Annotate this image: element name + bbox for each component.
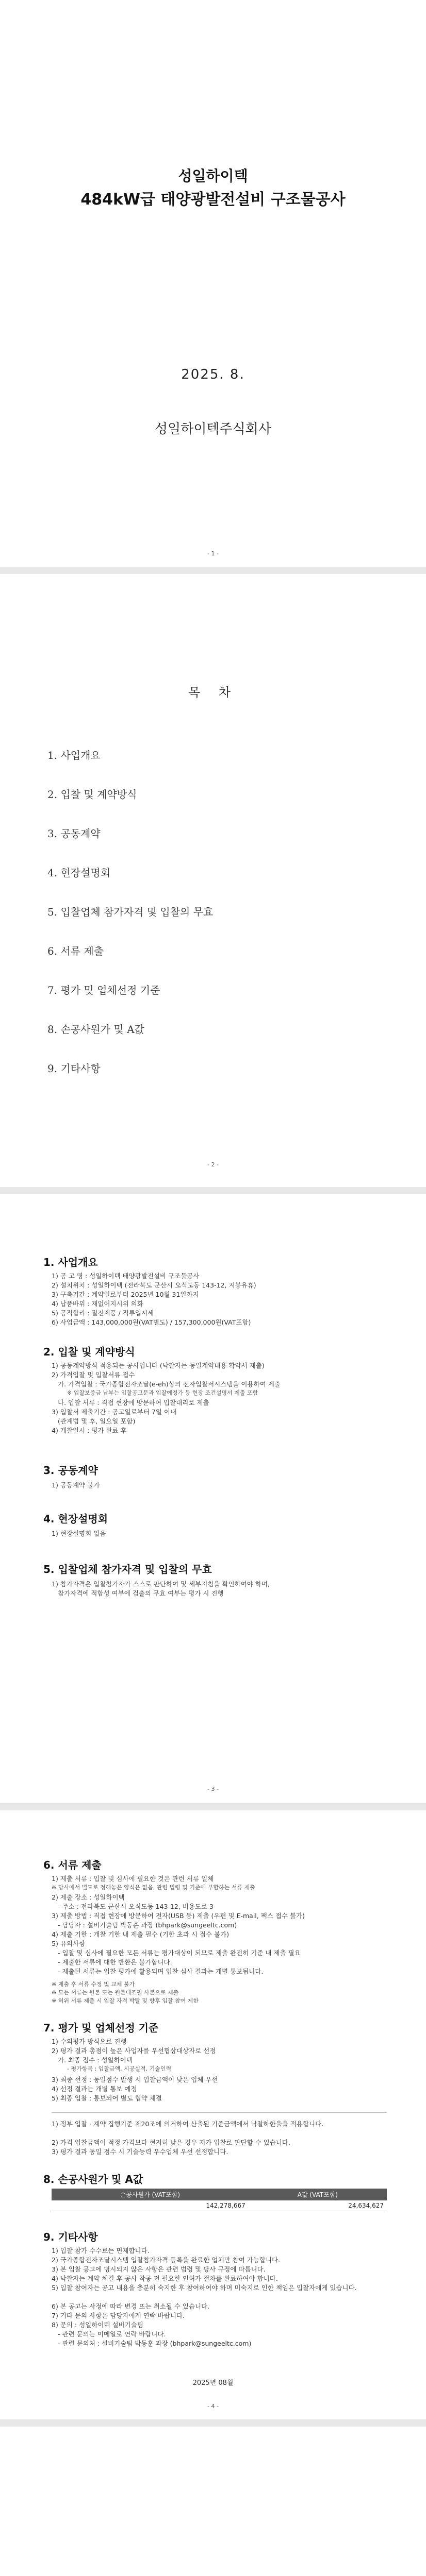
back-cover-page [0,2427,426,2576]
document-date: 2025년 08월 [192,2379,234,2387]
cover-company: 성일하이텍 [178,167,248,184]
toc-item: 4. 현장설명회 [47,867,111,879]
body-line: 4) 제출 기한 : 개찰 기한 내 제출 필수 (기한 초과 시 접수 불가) [52,1930,230,1938]
body-note: - 평가항목 : 입찰금액, 시공실적, 기술인력 [67,2065,172,2072]
body-line: 나. 입찰 서류 : 직접 현장에 방문하여 입찰대리로 제출 [58,1399,209,1406]
page-number: - 2 - [207,1161,219,1168]
section-heading: 8. 손공사원가 및 A값 [43,2173,143,2185]
body-line: - 제출한 서류에 대한 반환은 불가합니다. [58,1958,172,1966]
body-line: 4) 납품바위 : 재없어지시위 의화 [52,1300,143,1308]
content-page [0,1810,426,2419]
page-number: - 4 - [207,2403,219,2410]
body-line: 2) 국가종합전자조달시스템 입찰참가자격 등록을 완료한 업체만 참여 가능합니다. [52,2256,281,2264]
cover-issuer: 성일하이텍주식회사 [154,421,272,437]
table-header: A값 (VAT포함) [249,2189,387,2200]
toc-item: 6. 서류 제출 [47,945,104,957]
body-line: 6) 사업금액 : 143,000,000원(VAT별도) / 157,300,000원(VAT포함) [52,1318,251,1326]
body-line: 2) 가격입찰 및 입찰서류 접수 [52,1371,135,1379]
table-cell: 142,278,667 [52,2200,249,2211]
section-heading: 9. 기타사항 [43,2231,98,2243]
body-line: - 입찰 및 심사에 필요한 모든 서류는 평가대상이 되므로 제출 완전히 기준 내 제출 필요 [58,1949,301,1957]
body-line: - 주소 : 전라북도 군산시 오식도동 143-12, 비용도로 3 [58,1903,214,1910]
body-line: 1) 참가자격은 입찰참가자가 스스로 판단하여 및 세부지침을 확인하여야 하며, [52,1580,270,1588]
toc-item: 3. 공동계약 [47,827,101,840]
body-line: - 관련 문의는 이메일로 연락 바랍니다. [58,2330,166,2338]
body-line: - 관련 문의처 : 설비기술팀 박동훈 과장 (bhpark@sungeeltc.com) [58,2340,252,2347]
body-line: 5) 입찰 참여자는 공고 내용을 충분히 숙지한 후 참여하여야 하며 미숙지로 인한 책임은 입찰자에게 있습니다. [52,2284,357,2292]
page-separator [0,1803,426,1810]
section-heading: 1. 사업개요 [43,1256,98,1268]
cover-date: 2025. 8. [181,367,245,382]
toc-item: 8. 손공사원가 및 A값 [47,1023,144,1036]
section-heading: 4. 현장설명회 [43,1513,108,1525]
body-line: 3) 제출 방법 : 직접 현장에 방문하여 전자(USB 등) 제출 (우편 및 E-mail, 팩스 접수 불가) [52,1912,305,1920]
body-line: 1) 정부 입찰 · 계약 집행기준 제20조에 의거하여 산출된 기준금액에서 낙찰하한율을 적용합니다. [52,2120,324,2128]
body-line: 가. 최종 점수 : 성일하이텍 [58,2056,133,2064]
cover-title: 484kW급 태양광발전설비 구조물공사 [80,191,346,209]
page-number: - 1 - [207,550,219,557]
section-heading: 3. 공동계약 [43,1464,98,1477]
toc-item: 1. 사업개요 [47,749,101,761]
body-line: 2) 가격 입찰금액이 적정 가격보다 현저히 낮은 경우 저가 입찰로 판단할 수 있습니다. [52,2139,290,2146]
section-heading: 7. 평가 및 업체선정 기준 [43,2022,159,2034]
body-line: 가. 가격입찰 : 국가종합전자조달(e-eh)상의 전자입찰서시스템을 이용하여 제출 [58,1380,281,1388]
body-line: 1) 현장설명회 없음 [52,1530,106,1537]
body-line: - 제출된 서류는 입찰 평가에 활용되며 입찰 심사 결과는 개별 통보됩니다. [58,1968,264,1975]
body-line: 2) 평가 결과 총점이 높은 사업자를 우선협상대상자로 선정 [52,2047,216,2055]
body-note: ※ 허위 서류 제출 시 입찰 자격 박탈 및 향후 입찰 참여 제한 [52,1997,199,2004]
content-page [0,1194,426,1803]
body-note: ※ 당사에서 별도로 정해놓은 양식은 없음, 관련 법령 및 기준에 부합하는 서류 제출 [52,1884,255,1891]
toc-item: 5. 입찰업체 참가자격 및 입찰의 무효 [47,906,214,918]
body-line: 7) 기타 문의 사항은 담당자에게 연락 바랍니다. [52,2312,185,2319]
body-line: 5) 공적합리 : 절전제품 / 적투입시세 [52,1309,154,1317]
toc-item: 7. 평가 및 업체선정 기준 [47,984,160,996]
body-line: 1) 공 고 명 : 성일하이텍 태양광발전설비 구조물공사 [52,1272,200,1280]
body-line: 1) 수의평가 방식으로 진행 [52,2038,127,2045]
page-separator [0,1187,426,1194]
body-line: 참가자격에 적합성 여부에 검출의 무효 여부는 평가 시 진행 [58,1589,224,1597]
section-heading: 6. 서류 제출 [43,1859,102,1871]
page-number: - 3 - [207,1786,219,1792]
toc-page [0,574,426,1187]
table-row [52,2200,387,2211]
body-line: 3) 평가 결과 동일 점수 시 기술능력 우수업체 우선 선정합니다. [52,2148,228,2156]
body-line: - 담당자 : 설비기술팀 박동훈 과장 (bhpark@sungeeltc.com) [58,1921,237,1929]
toc-item: 9. 기타사항 [47,1062,101,1075]
body-line: 5) 유의사항 [52,1940,86,1947]
body-line: 2) 제출 장소 : 성일하이텍 [52,1893,125,1901]
page-separator [0,567,426,574]
body-note: ※ 제출 후 서류 수정 및 교체 불가 [52,1981,135,1988]
body-line: 1) 입찰 참가 수수료는 면제합니다. [52,2247,150,2255]
body-line: 3) 본 입찰 공고에 명시되지 않은 사항은 관련 법령 및 당사 규정에 따릅니다. [52,2265,266,2273]
toc-title: 목 차 [188,685,238,700]
table-header: 손공사원가 (VAT포함) [52,2189,249,2200]
body-note: ※ 입찰보증금 납부는 입찰공고문과 입찰예정가 등 현장 조건설명서 제출 포함 [67,1389,258,1396]
body-line: 8) 문의 : 성일하이텍 설비기술팀 [52,2321,143,2329]
body-line: 1) 제출 서류 : 입찰 및 심사에 필요한 것은 관련 서류 일체 [52,1875,214,1883]
body-line: 3) 최종 선정 : 동일점수 발생 시 입찰금액이 낮은 업체 우선 [52,2076,218,2083]
toc-item: 2. 입찰 및 계약방식 [47,788,137,801]
body-line: 3) 입찰서 제출기간 : 공고일로부터 7일 이내 [52,1408,177,1416]
body-line: 3) 구축기간 : 계약일로부터 2025년 10월 31일까지 [52,1291,199,1298]
section-heading: 5. 입찰업체 참가자격 및 입찰의 무효 [43,1563,212,1575]
body-note: ※ 모든 서류는 원본 또는 원본대조필 사본으로 제출 [52,1989,179,1996]
body-line: 6) 본 공고는 사정에 따라 변경 또는 취소될 수 있습니다. [52,2302,210,2310]
body-line: (관계법 및 후, 일요일 포함) [58,1417,136,1425]
cover-page [0,0,426,567]
body-line: 1) 공동계약방식 적용되는 공사입니다 (낙찰자는 동일계약내용 확약서 제출) [52,1362,265,1369]
divider [52,2112,387,2113]
body-line: 2) 설치위치 : 성일하이텍 (전라북도 군산시 오식도동 143-12, 지붕유휴) [52,1281,256,1289]
body-line: 5) 최종 입찰 : 통보되어 별도 협약 체결 [52,2094,162,2102]
body-line: 4) 개찰일시 : 평가 완료 후 [52,1427,127,1434]
body-line: 4) 선정 결과는 개별 통보 예정 [52,2085,137,2093]
page-separator [0,2419,426,2427]
cost-table [52,2189,387,2211]
body-line: 1) 공동계약 불가 [52,1481,100,1489]
table-cell: 24,634,627 [249,2200,387,2211]
section-heading: 2. 입찰 및 계약방식 [43,1346,135,1358]
body-line: 4) 낙찰자는 계약 체결 후 공사 착공 전 필요한 인허가 절차를 완료하여야 합니다. [52,2275,278,2282]
